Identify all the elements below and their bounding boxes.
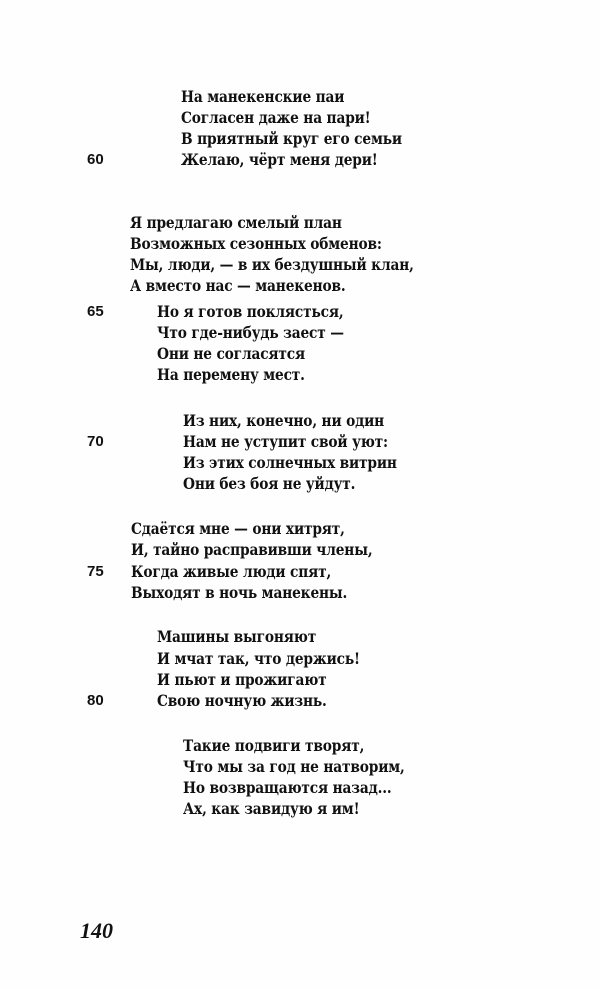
- verse-line: Они без боя не уйдут.: [183, 474, 356, 493]
- verse-line: И пьют и прожигают: [157, 670, 327, 689]
- verse-line: Мы, люди, — в их бездушный клан,: [130, 255, 414, 274]
- verse-line: На манекенские паи: [181, 87, 345, 106]
- line-number: 75: [87, 563, 104, 580]
- verse-line: Но возвращаются назад...: [183, 778, 392, 797]
- verse-line: Я предлагаю смелый план: [130, 213, 342, 232]
- verse-line: Машины выгоняют: [157, 627, 317, 646]
- verse-line: В приятный круг его семьи: [181, 129, 402, 148]
- verse-line: Выходят в ночь манекены.: [131, 583, 348, 602]
- verse-line: Возможных сезонных обменов:: [130, 234, 382, 253]
- verse-line: Желаю, чёрт меня дери!: [181, 150, 378, 169]
- verse-line: Нам не уступит свой уют:: [183, 432, 388, 451]
- line-number: 60: [87, 151, 104, 168]
- verse-line: А вместо нас — манекенов.: [130, 276, 346, 295]
- verse-line: Что где-нибудь заест —: [157, 323, 344, 342]
- verse-line: Ах, как завидую я им!: [183, 799, 360, 818]
- verse-line: И, тайно расправивши члены,: [131, 540, 373, 559]
- verse-line: Согласен даже на пари!: [181, 108, 371, 127]
- verse-line: На перемену мест.: [157, 365, 305, 384]
- verse-line: Такие подвиги творят,: [183, 736, 365, 755]
- verse-line: Когда живые люди спят,: [131, 562, 332, 581]
- verse-line: Из этих солнечных витрин: [183, 453, 397, 472]
- verse-line: И мчат так, что держись!: [157, 649, 360, 668]
- verse-line: Свою ночную жизнь.: [157, 691, 327, 710]
- page-number: 140: [80, 918, 113, 943]
- line-number: 65: [87, 303, 104, 320]
- verse-line: Из них, конечно, ни один: [183, 411, 385, 430]
- verse-line: Они не согласятся: [157, 344, 305, 363]
- line-number: 70: [87, 433, 104, 450]
- verse-line: Что мы за год не натворим,: [183, 757, 405, 776]
- line-number: 80: [87, 692, 104, 709]
- verse-line: Сдаётся мне — они хитрят,: [131, 519, 345, 538]
- verse-line: Но я готов поклясться,: [157, 302, 344, 321]
